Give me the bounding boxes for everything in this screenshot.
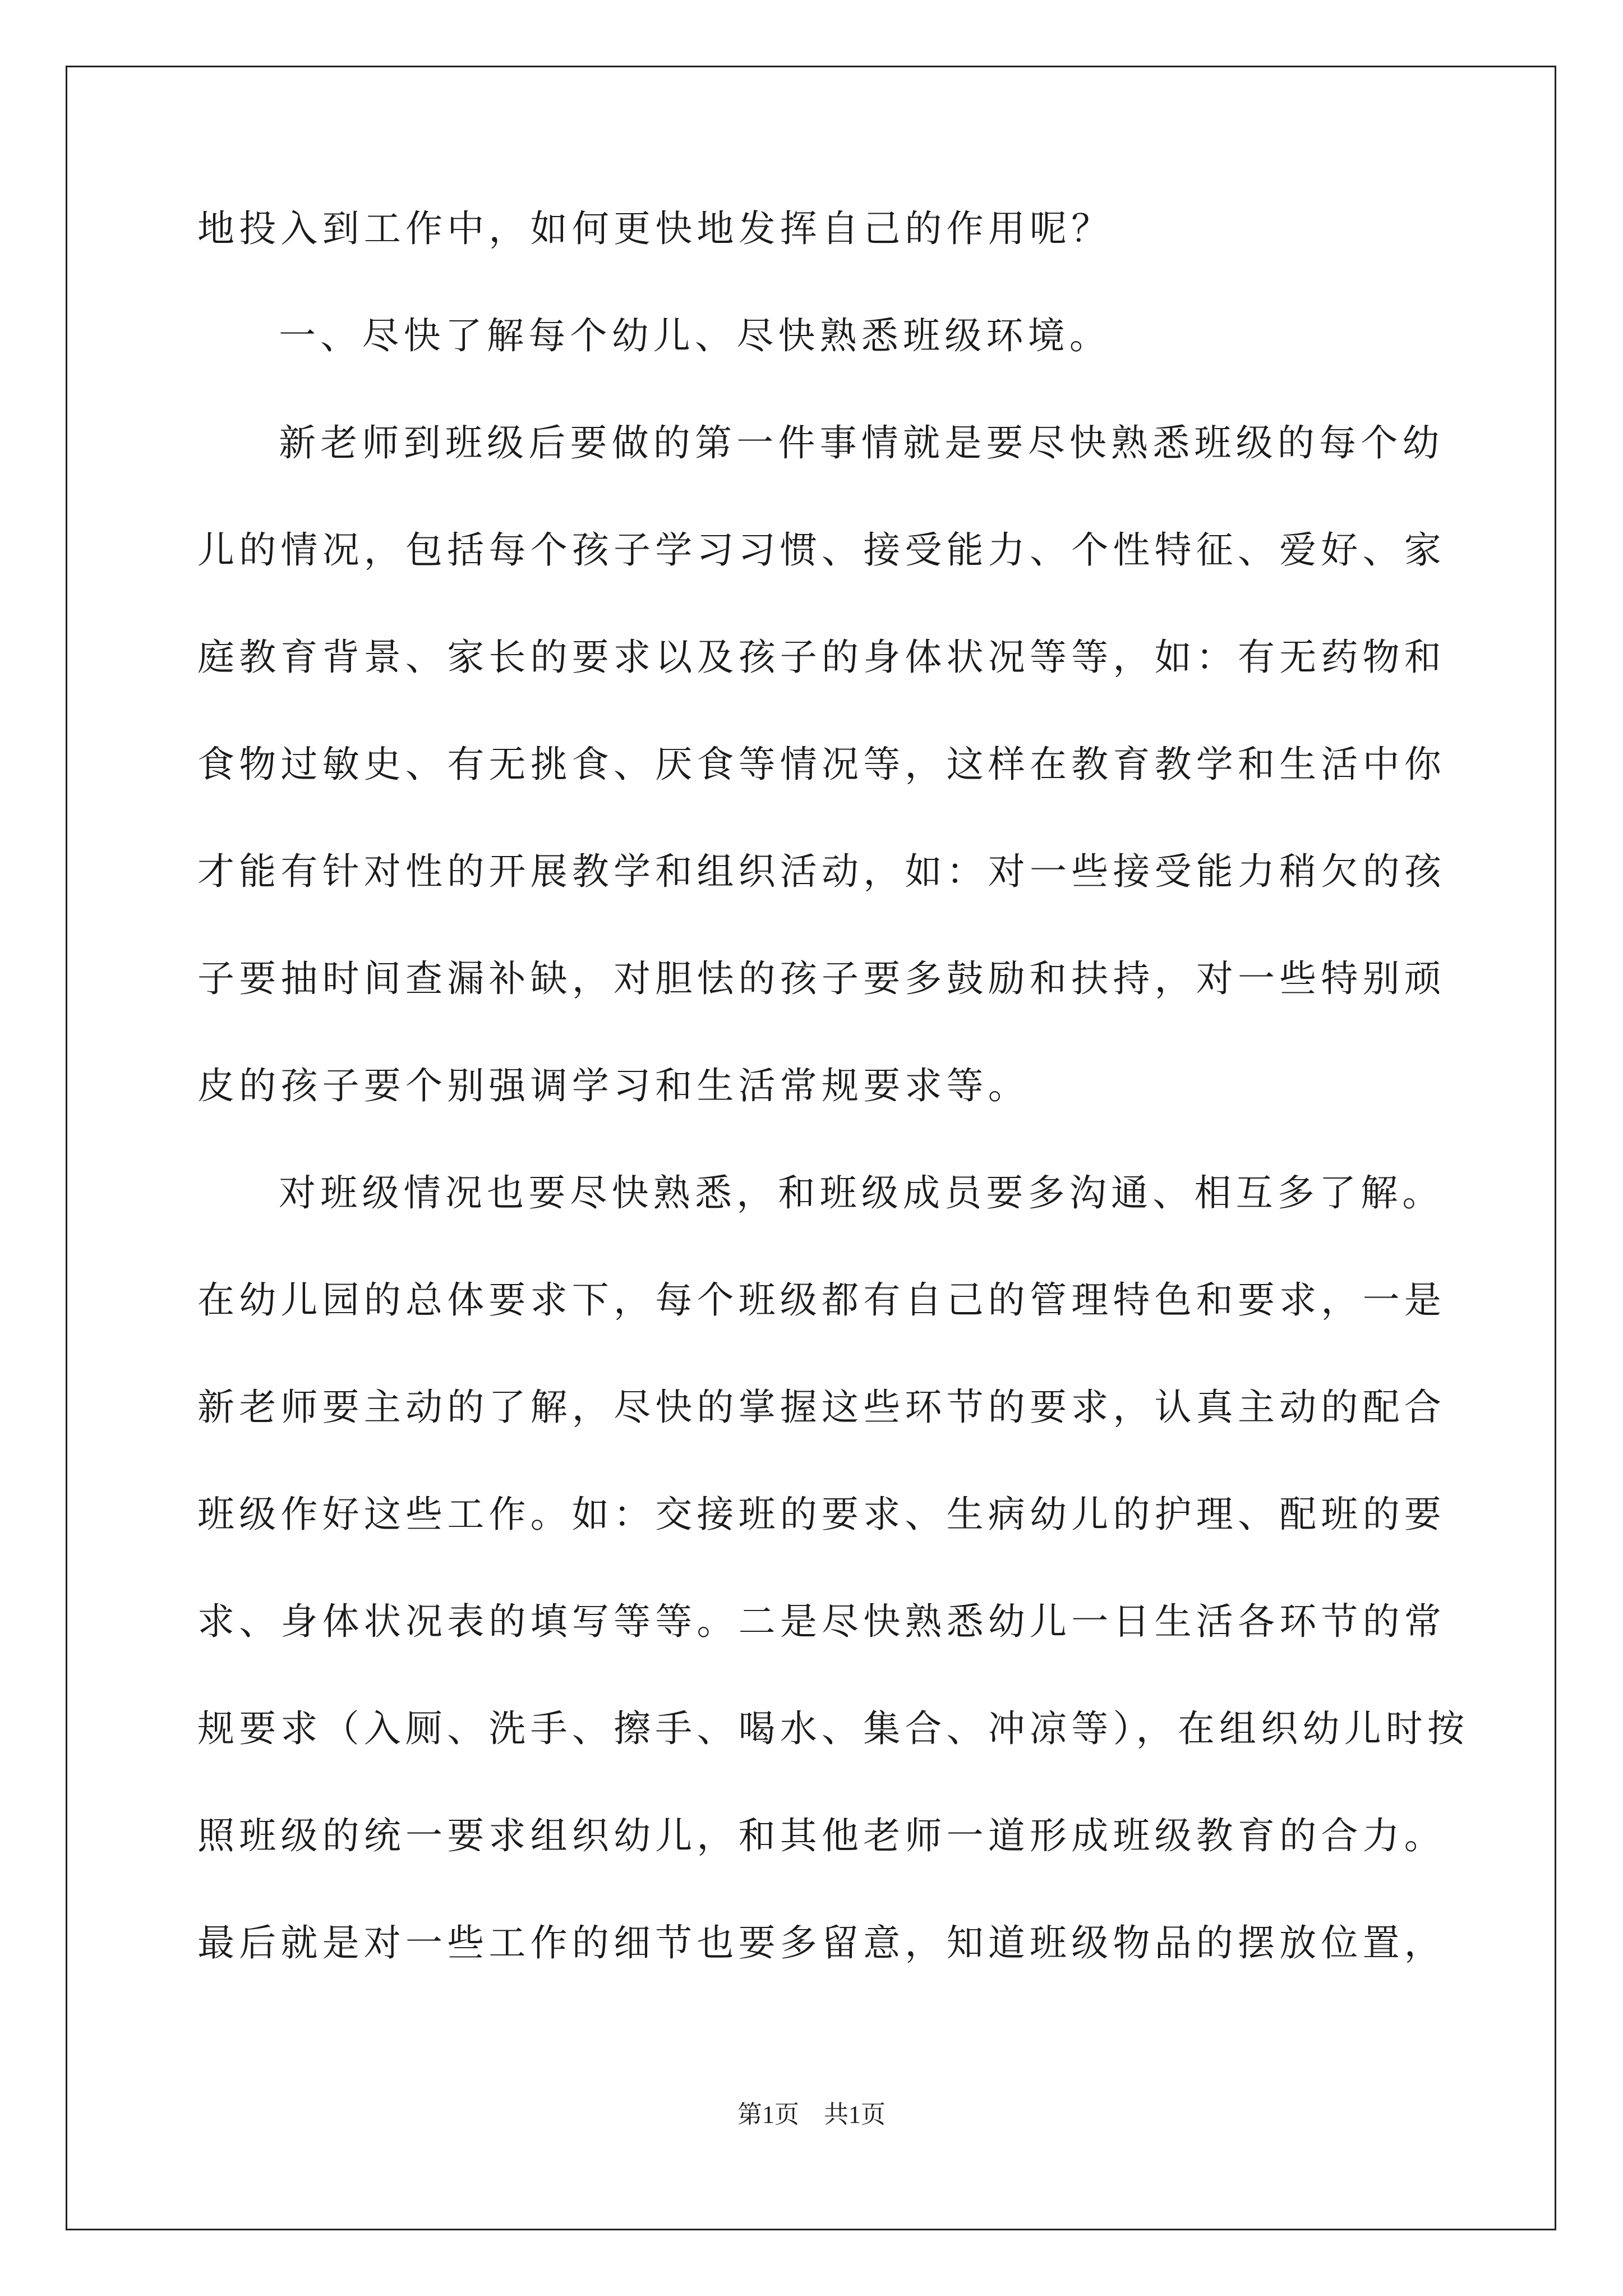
text-line: 地投入到工作中，如何更快地发挥自己的作用呢？	[197, 207, 1113, 250]
text-line: 照班级的统一要求组织幼儿，和其他老师一道形成班级教育的合力。	[197, 1814, 1446, 1857]
text-line: 才能有针对性的开展教学和组织活动，如：对一些接受能力稍欠的孩	[197, 850, 1446, 893]
text-line: 子要抽时间查漏补缺，对胆怯的孩子要多鼓励和扶持，对一些特别顽	[197, 957, 1446, 1000]
text-line: 食物过敏史、有无挑食、厌食等情况等，这样在教育教学和生活中你	[197, 743, 1446, 786]
text-line: 新老师要主动的了解，尽快的掌握这些环节的要求，认真主动的配合	[197, 1386, 1446, 1429]
text-line: 皮的孩子要个别强调学习和生活常规要求等。	[197, 1064, 1030, 1107]
page-number-footer: 第1页 共1页	[737, 2101, 886, 2128]
text-line: 在幼儿园的总体要求下，每个班级都有自己的管理特色和要求，一是	[197, 1278, 1446, 1322]
page-border	[66, 66, 1556, 2230]
text-line: 对班级情况也要尽快熟悉，和班级成员要多沟通、相互多了解。	[279, 1171, 1444, 1214]
text-line: 最后就是对一些工作的细节也要多留意，知道班级物品的摆放位置，	[197, 1921, 1446, 1964]
text-line: 班级作好这些工作。如：交接班的要求、生病幼儿的护理、配班的要	[197, 1493, 1446, 1536]
text-line: 规要求（入厕、洗手、擦手、喝水、集合、冲凉等），在组织幼儿时按	[197, 1707, 1469, 1750]
text-line: 庭教育背景、家长的要求以及孩子的身体状况等等，如：有无药物和	[197, 636, 1446, 679]
text-line: 一、尽快了解每个幼儿、尽快熟悉班级环境。	[279, 314, 1111, 357]
text-line: 新老师到班级后要做的第一件事情就是要尽快熟悉班级的每个幼	[279, 421, 1444, 464]
text-line: 求、身体状况表的填写等等。二是尽快熟悉幼儿一日生活各环节的常	[197, 1600, 1446, 1643]
text-line: 儿的情况，包括每个孩子学习习惯、接受能力、个性特征、爱好、家	[197, 528, 1446, 572]
